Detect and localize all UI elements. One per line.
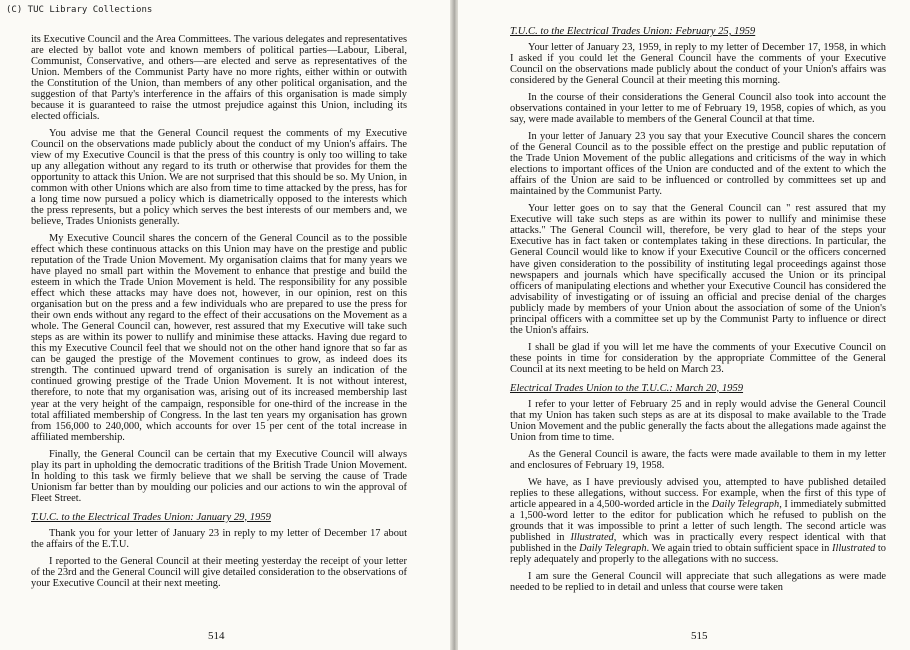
right-paragraph: I shall be glad if you will let me have the comments of your Executive Council on these points in time for consideration by the appropriate Committee of the General Council at its next meeting to be held on March 23. [510, 341, 886, 375]
right-paragraph: In your letter of January 23 you say that your Executive Council shares the concern of the General Council as to the possible effect on the prestige and public reputation of the Trade Union Movement of the public allegations and criticisms of the way in which elections to important offices of the Union are conducted and of the extent to which the affairs of the Union are said to be influenced or controlled by committees set up and maintained by the Communist Party. [510, 131, 886, 198]
page-number: 514 [208, 630, 225, 642]
left-paragraph: Thank you for your letter of January 23 in reply to my letter of December 17 about the affairs of the E.T.U. [31, 527, 407, 550]
right-paragraph: Your letter goes on to say that the General Council can " rest assured that my Executive will take such steps as are within its power to nullify and minimise these attacks." The General Council will, therefore, be very glad to hear of the steps your Executive has in fact taken or contemplates taking in these directions. In particular, the General Council would like to know if your Executive Council or the officers concerned have given consideration to the possibility of instituting legal proceedings against those newspapers and journals which have specifically accused the Union or its principal officers of manipulating elections and whether your Executive Council has considered the advisability of investigating or of issuing an official and precise denial of the charges publicly made by members of your Union about the association of some of the Union's principal officers with a committee set up by the Communist Party to influence or direct the Union's affairs. [510, 203, 886, 336]
right-paragraph: I refer to your letter of February 25 and in reply would advise the General Council that my Union has taken such steps as are at its disposal to make available to the Trade Union Movement and the public generally the facts about the allegations made against the Union from time to time. [510, 398, 886, 443]
text-run: We have, as I have previously advised you, attempted to have published detailed replies to these allegations, without success. For example, when the first of this type of article appeared in a 4,500-worded article in the [510, 476, 886, 510]
publication-title: Illustrated [570, 532, 614, 544]
letter-heading: T.U.C. to the Electrical Trades Union: February 25, 1959 [510, 26, 756, 37]
publication-title: Daily Telegraph [711, 499, 780, 510]
publication-title: Daily Telegraph [579, 543, 647, 555]
right-paragraph: As the General Council is aware, the facts were made available to them in my letter and enclosures of February 19, 1958. [510, 448, 886, 471]
right-paragraph: In the course of their considerations the General Council also took into account the observations contained in your letter to me of February 19, 1958, copies of which, as you say, were made available to members of the General Council at that time. [510, 92, 886, 126]
letter-heading: Electrical Trades Union to the T.U.C.: March 20, 1959 [510, 382, 744, 394]
collection-watermark: (C) TUC Library Collections [6, 5, 153, 15]
left-paragraph: Finally, the General Council can be certain that my Executive Council will always play its part in upholding the democratic traditions of the British Trade Union Movement. In holding to this task we firmly believe that we shall be serving the cause of Trade Unionism far better than by moulding our policies and our actions to win the approval of Fleet Street. [31, 448, 407, 504]
right-paragraph-publications [510, 477, 886, 565]
text-run: . We again tried to obtain sufficient space in [646, 543, 832, 555]
left-paragraph: I reported to the General Council at their meeting yesterday the receipt of your letter of the 23rd and the General Council will give detailed consideration to the observations of your Executive Council at their next meeting. [31, 555, 407, 589]
publication-title: Illustrated [831, 543, 876, 555]
right-paragraph: Your letter of January 23, 1959, in reply to my letter of December 17, 1958, in which I asked if you could let the General Council have the comments of your Executive Council on the observations made publicly about the conduct of your Union's affairs was considered by the General Council at their meeting this morning. [510, 42, 886, 87]
left-paragraph: its Executive Council and the Area Committees. The various delegates and representatives are elected by ballot vote and known members of political parties—Labour, Liberal, Communist, Conservative, and others—are elected and serve as representatives of the Union. Members of the Communist Party have no more rights, either within or outwith the Constitution of the Union, than members of any other political organisation, and the suggestion of that Party's interference in the affairs of this organisation is made simply because it is guaranteed to raise the utmost prejudice against this Union, including its elected officials. [31, 34, 407, 123]
right-page [458, 0, 910, 650]
left-paragraph: My Executive Council shares the concern of the General Council as to the possible effect which these continuous attacks on this Union may have on the prestige and public reputation of the Trade Union Movement. My organisation claims that for many years we have played no small part within the Movement to enhance that prestige and build the esteem in which the Trade Union Movement is held. The responsibility for any possible effect which these attacks may have does not, however, in our opinion, rest on this organisation but on the press and a few individuals who are prepared to use the press for their own ends without any regard to the effect of their accusations on the Movement as a whole. The General Council can, however, rest assured that my Executive will take such steps as are within its power to nullify and minimise these attacks. Having due regard to this my Executive Council feel that we should not on the other hand ignore that so far as can be gauged the prestige of the Movement continues to grow, as indeed does its strength. The continued upward trend of organisation is surely an indication of the continued growing prestige of the Trade Union Movement. It is not without interest, therefore, to note that my organisation was, arising out of its increased membership last year at the very height of the campaign, responsible for one-third of the increase in the total affiliated membership of Congress. In the last ten years my organisation has grown from 156,000 to 240,000, which accounts for over 15 per cent of the total increase in affiliated membership. [31, 233, 407, 443]
text-run: , I immediately submitted a 1,500-word letter to the editor for publication which he refused to publish on the grounds that it was impossible to print a letter of such length. The second article was published in [510, 499, 886, 544]
right-paragraph: I am sure the General Council will appreciate that such allegations as were made needed to be replied to in detail and unless that course were taken [510, 571, 886, 594]
left-page [0, 0, 452, 650]
letter-heading: T.U.C. to the Electrical Trades Union: January 29, 1959 [31, 511, 271, 523]
page-number: 515 [691, 630, 708, 642]
left-paragraph: You advise me that the General Council request the comments of my Executive Council on the observations made publicly about the conduct of my Union's affairs. The view of my Executive Council is that the press of this country is only too willing to take up any allegation without any regard to its truth or otherwise that provides for them the opportunity to attack this Union. We are not surprised that this should be so. My Union, in common with other Unions which are also from time to time attacked by the press, has for a long time now pursued a policy which is diametrically opposed to the interests which the press represents, but a policy which serves the best interests of our members and, we believe, Trades Unionists generally. [31, 128, 407, 228]
text-run: , which was in practically every respect identical with that published in the [510, 532, 886, 555]
right-text-column [510, 26, 886, 599]
left-text-column [31, 34, 407, 595]
text-run: to reply adequately and properly to the allegations with no success. [510, 543, 886, 566]
